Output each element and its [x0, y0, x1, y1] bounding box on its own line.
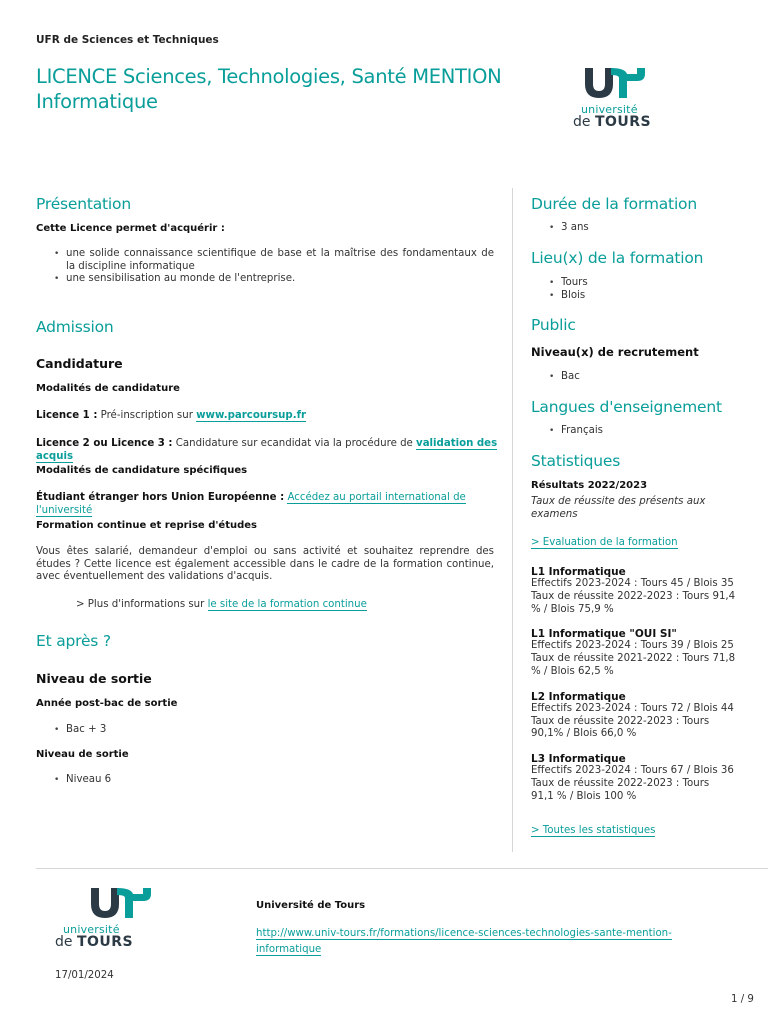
- langues-heading: Langues d'enseignement: [531, 398, 722, 416]
- column-divider: [512, 188, 513, 852]
- logo-tours-text: de TOURS: [573, 114, 652, 130]
- stat-title: L1 Informatique: [531, 566, 626, 578]
- portail-international-link[interactable]: Accédez au portail international de l'université: [36, 492, 466, 516]
- stat-entry: [531, 691, 751, 741]
- annee-postbac-list: [52, 724, 106, 737]
- formation-continue-link[interactable]: le site de la formation continue: [207, 599, 367, 610]
- et-apres-heading: Et après ?: [36, 632, 111, 650]
- lieux-list: [547, 277, 588, 302]
- formation-continue-heading: Formation continue et reprise d'études: [36, 520, 257, 531]
- public-heading: Public: [531, 316, 576, 334]
- toutes-statistiques-link[interactable]: > Toutes les statistiques: [531, 825, 656, 836]
- stat-title: L1 Informatique "OUI SI": [531, 628, 677, 641]
- langues-list: [547, 425, 603, 438]
- stat-line: Effectifs 2023-2024 : Tours 72 / Blois 44: [531, 702, 734, 714]
- plus-infos-row: > Plus d'informations sur le site de la formation continue: [76, 599, 367, 610]
- formation-url-link-cont[interactable]: informatique: [256, 944, 322, 955]
- resultats-label: Résultats 2022/2023: [531, 480, 648, 491]
- all-stats-row: [531, 825, 655, 838]
- page-number: 1 / 9: [731, 994, 754, 1005]
- parcoursup-link[interactable]: www.parcoursup.fr: [196, 410, 307, 421]
- ufr-label: UFR de Sciences et Techniques: [36, 34, 219, 46]
- etranger-row: Étudiant étranger hors Union Européenne : Accédez au portail international de l'université: [36, 492, 466, 516]
- stat-line: 90,1% / Blois 66,0 %: [531, 728, 637, 740]
- licence2-row: Licence 2 ou Licence 3 : Candidature sur ecandidat via la procédure de validation des acquis: [36, 438, 498, 462]
- presentation-heading: Présentation: [36, 195, 131, 213]
- ut-logo-icon: [87, 884, 153, 922]
- logo-univ-text: université: [63, 923, 120, 936]
- footer-univ-name: Université de Tours: [256, 900, 366, 911]
- evaluation-formation-link[interactable]: > Evaluation de la formation: [531, 537, 678, 548]
- stat-line: Effectifs 2023-2024 : Tours 45 / Blois 35: [531, 578, 734, 589]
- list-item: • une solide connaissance scientifique de base et la maîtrise des fondamentaux de la discipline informatique: [52, 248, 494, 273]
- list-item: • Niveau 6: [52, 774, 111, 787]
- stat-title: L2 Informatique: [531, 690, 626, 703]
- stat-entry: [531, 753, 751, 803]
- formation-url-link[interactable]: http://www.univ-tours.fr/formations/licence-sciences-technologies-sante-mention-: [256, 928, 672, 939]
- niveau-sortie-heading: Niveau de sortie: [36, 671, 152, 686]
- licence1-row: Licence 1 : Pré-inscription sur www.parcoursup.fr: [36, 410, 307, 421]
- stat-line: % / Blois 62,5 %: [531, 665, 614, 677]
- logo-tours-text: de TOURS: [55, 934, 134, 950]
- presentation-list: [52, 248, 494, 286]
- validation-acquis-link[interactable]: validation des acquis: [36, 438, 498, 462]
- stat-title: L3 Informatique: [531, 753, 626, 766]
- stat-line: 91,1 % / Blois 100 %: [531, 790, 637, 802]
- list-item: • Français: [547, 425, 603, 438]
- annee-postbac-label: Année post-bac de sortie: [36, 698, 178, 709]
- list-item: • Tours: [547, 277, 588, 290]
- statistiques-heading: Statistiques: [531, 452, 621, 470]
- niveau-recrutement-list: [547, 371, 580, 384]
- stat-entry: [531, 566, 751, 616]
- stats-block: [531, 566, 751, 816]
- ut-logo-icon: [581, 64, 647, 102]
- list-item: • 3 ans: [547, 222, 589, 235]
- duree-heading: Durée de la formation: [531, 195, 697, 213]
- list-item: • Bac: [547, 371, 580, 384]
- evaluation-row: [531, 537, 678, 550]
- list-item: • Blois: [547, 290, 588, 303]
- stat-line: % / Blois 75,9 %: [531, 603, 614, 615]
- list-item: • Bac + 3: [52, 724, 106, 737]
- logo-univ-text: université: [581, 103, 638, 116]
- footer-university-logo: [55, 884, 155, 950]
- lieux-heading: Lieu(x) de la formation: [531, 249, 704, 267]
- stat-line: Effectifs 2023-2024 : Tours 67 / Blois 36: [531, 765, 734, 777]
- taux-note: Taux de réussite des présents aux examens: [531, 496, 706, 520]
- modalites-heading: Modalités de candidature: [36, 383, 180, 394]
- niveau-sortie-list: [52, 774, 111, 787]
- footer-date: 17/01/2024: [55, 970, 114, 981]
- university-logo: [573, 64, 673, 130]
- stat-line: Taux de réussite 2022-2023 : Tours: [531, 715, 710, 727]
- niveau-recrutement-heading: Niveau(x) de recrutement: [531, 345, 699, 359]
- modalites-spec-heading: Modalités de candidature spécifiques: [36, 465, 248, 476]
- footer-divider: [36, 868, 768, 869]
- presentation-intro: Cette Licence permet d'acquérir :: [36, 223, 225, 234]
- admission-heading: Admission: [36, 318, 114, 336]
- page-title: LICENCE Sciences, Technologies, Santé MENTION Informatique: [36, 65, 502, 113]
- formation-continue-text: Vous êtes salarié, demandeur d'emploi ou sans activité et souhaitez reprendre des études ? Cette licence est également accessible dans le cadre de la formation continue, avec éventuellement des validations d'acquis.: [36, 546, 494, 582]
- stat-line: Taux de réussite 2022-2023 : Tours 91,4: [531, 590, 736, 602]
- duree-list: [547, 222, 589, 235]
- stat-entry: [531, 628, 751, 678]
- niveau-sortie-label: Niveau de sortie: [36, 749, 129, 760]
- stat-line: Taux de réussite 2021-2022 : Tours 71,8: [531, 653, 736, 665]
- stat-line: Effectifs 2023-2024 : Tours 39 / Blois 25: [531, 640, 734, 652]
- list-item: • une sensibilisation au monde de l'entreprise.: [52, 273, 494, 286]
- stat-line: Taux de réussite 2022-2023 : Tours: [531, 777, 710, 789]
- footer-url: [256, 926, 696, 958]
- candidature-heading: Candidature: [36, 356, 123, 371]
